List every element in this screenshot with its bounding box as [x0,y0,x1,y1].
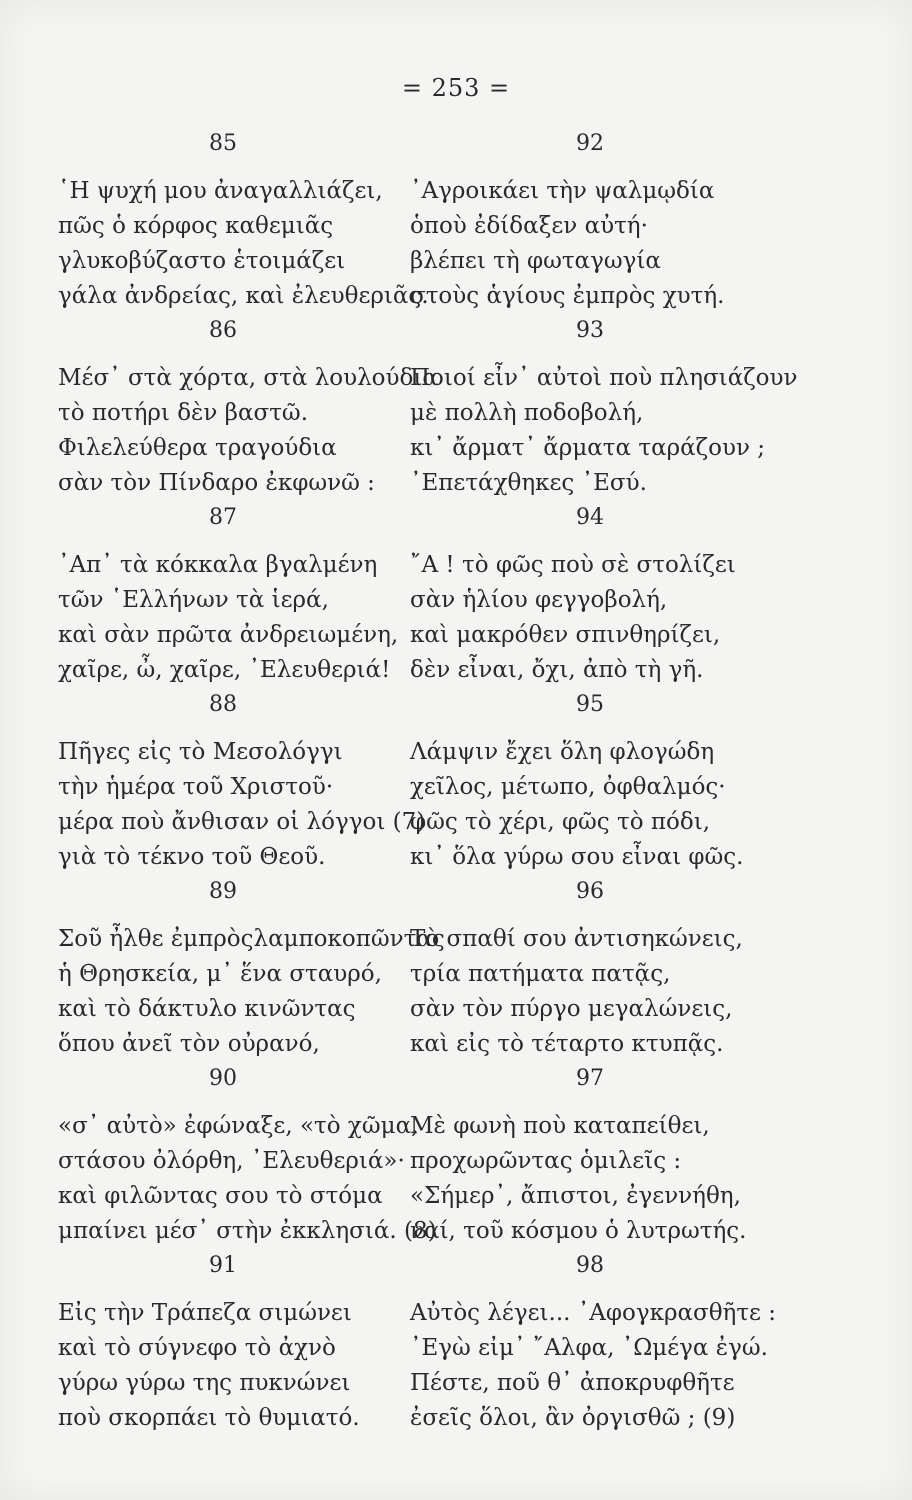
verse-line: ᾽Αγροικάει τὴν ψαλμῳδία [410,178,715,204]
stanza-lines [410,548,810,688]
stanza [58,1252,458,1439]
verse-line: Ποιοί εἶν᾽ αὐτοὶ ποὺ πλησιάζουν [410,365,798,391]
verse-line: ᾽Εγὼ εἰμ᾽ ῎Αλφα, ᾽Ωμέγα ἐγώ. [410,1335,768,1361]
stanza-number: 93 [576,318,604,343]
verse-line: καὶ μακρόθεν σπινθηρίζει, [410,622,721,648]
verse-line: γλυκοβύζαστο ἑτοιμάζει [58,248,346,274]
stanza-number: 90 [209,1066,237,1091]
verse-line: Φιλελεύθερα τραγούδια [58,435,337,461]
stanza [58,1065,458,1252]
stanza-lines [58,735,458,875]
verse-line: ᾽Απ᾽ τὰ κόκκαλα βγαλμένη [58,552,378,578]
stanza-lines [58,922,458,1062]
verse-line: φῶς τὸ χέρι, φῶς τὸ πόδι, [410,809,711,835]
stanza-lines [58,548,458,688]
verse-line: ὁποὺ ἐδίδαξεν αὐτή· [410,213,648,239]
verse-line: σὰν τὸν πύργο μεγαλώνεις, [410,996,733,1022]
stanza-lines [410,174,810,314]
verse-line: Σοῦ ἦλθε ἐμπρὸςλαμποκοπῶντας [58,926,445,952]
verse-line: ῎Α ! τὸ φῶς ποὺ σὲ στολίζει [410,552,736,578]
verse-line: καὶ τὸ σύγνεφο τὸ ἀχνὸ [58,1335,336,1361]
stanza [58,317,458,504]
stanza-number: 85 [209,131,237,156]
stanza-lines [58,1109,458,1249]
verse-line: μὲ πολλὴ ποδοβολή, [410,400,644,426]
verse-line: σὰν ἡλίου φεγγοβολή, [410,587,668,613]
stanza-number: 94 [576,505,604,530]
verse-line: ναί, τοῦ κόσμου ὁ λυτρωτής. [410,1218,747,1244]
verse-line: «σ᾽ αὐτὸ» ἐφώναξε, «τὸ χῶμα, [58,1113,419,1139]
stanza [58,504,458,691]
stanza-lines [410,1296,810,1436]
verse-line: γύρω γύρω της πυκνώνει [58,1370,351,1396]
stanza [58,130,458,317]
verse-line: Τὸ σπαθί σου ἀντισηκώνεις, [410,926,743,952]
verse-line: καὶ σὰν πρῶτα ἀνδρειωμένη, [58,622,399,648]
stanza-lines [58,1296,458,1436]
stanza-number: 92 [576,131,604,156]
stanza-number: 98 [576,1253,604,1278]
stanza-lines [58,361,458,501]
verse-line: Λάμψιν ἔχει ὅλη φλογώδη [410,739,715,765]
verse-line: καὶ εἰς τὸ τέταρτο κτυπᾷς. [410,1031,724,1057]
verse-line: γιὰ τὸ τέκνο τοῦ Θεοῦ. [58,844,326,870]
verse-line: Μὲ φωνὴ ποὺ καταπείθει, [410,1113,710,1139]
stanza-lines [410,361,810,501]
verse-line: Αὐτὸς λέγει... ᾽Αφογκρασθῆτε : [410,1300,777,1326]
verse-line: Πέστε, ποῦ θ᾽ ἀποκρυφθῆτε [410,1370,735,1396]
verse-line: τῶν ῾Ελλήνων τὰ ἱερά, [58,587,329,613]
verse-line: στοὺς ἁγίους ἐμπρὸς χυτή. [410,283,725,309]
verse-line: Εἰς τὴν Τράπεζα σιμώνει [58,1300,352,1326]
verse-line: ἡ Θρησκεία, μ᾽ ἕνα σταυρό, [58,961,382,987]
verse-line: μπαίνει μέσ᾽ στὴν ἐκκλησιά. (8) [58,1218,437,1244]
left-column [58,130,458,1439]
verse-line: ῾Η ψυχή μου ἀναγαλλιάζει, [58,178,383,204]
verse-line: τρία πατήματα πατᾷς, [410,961,671,987]
verse-line: ὅπου ἀνεῖ τὸν οὐρανό, [58,1031,320,1057]
stanza-number: 96 [576,879,604,904]
verse-line: κι᾽ ἄρματ᾽ ἄρματα ταράζουν ; [410,435,766,461]
stanza-lines [410,735,810,875]
stanza-lines [410,1109,810,1249]
verse-line: πῶς ὁ κόρφος καθεμιᾶς [58,213,334,239]
verse-line: Πῆγες εἰς τὸ Μεσολόγγι [58,739,343,765]
verse-line: καὶ τὸ δάκτυλο κινῶντας [58,996,356,1022]
verse-line: Μέσ᾽ στὰ χόρτα, στὰ λουλούδια [58,365,438,391]
stanza [410,317,810,504]
stanza-number: 97 [576,1066,604,1091]
verse-line: ἐσεῖς ὅλοι, ἂν ὀργισθῶ ; (9) [410,1405,736,1431]
verse-line: χαῖρε, ὦ, χαῖρε, ᾽Ελευθεριά! [58,657,391,683]
stanza-number: 91 [209,1253,237,1278]
verse-line: «Σήμερ᾽, ἄπιστοι, ἐγεννήθη, [410,1183,741,1209]
stanza [410,1065,810,1252]
verse-line: βλέπει τὴ φωταγωγία [410,248,661,274]
verse-line: τὸ ποτήρι δὲν βαστῶ. [58,400,309,426]
verse-line: κι᾽ ὅλα γύρω σου εἶναι φῶς. [410,844,744,870]
verse-line: μέρα ποὺ ἄνθισαν οἱ λόγγοι (7) [58,809,426,835]
verse-line: στάσου ὀλόρθη, ᾽Ελευθεριά»· [58,1148,405,1174]
verse-line: σὰν τὸν Πίνδαρο ἐκφωνῶ : [58,470,375,496]
right-column [410,130,810,1439]
verse-line: προχωρῶντας ὁμιλεῖς : [410,1148,682,1174]
stanza-number: 89 [209,879,237,904]
stanza [58,878,458,1065]
stanza-number: 87 [209,505,237,530]
stanza [410,1252,810,1439]
stanza-number: 95 [576,692,604,717]
stanza-lines [58,174,458,314]
verse-line: τὴν ἡμέρα τοῦ Χριστοῦ· [58,774,334,800]
verse-line: γάλα ἀνδρείας, καὶ ἐλευθεριᾶς. [58,283,429,309]
verse-line: καὶ φιλῶντας σου τὸ στόμα [58,1183,383,1209]
page-number: = 253 = [401,74,511,102]
stanza-number: 86 [209,318,237,343]
stanza [410,878,810,1065]
verse-line: ᾽Επετάχθηκες ᾽Εσύ. [410,470,647,496]
stanza [410,504,810,691]
stanza-number: 88 [209,692,237,717]
stanza-lines [410,922,810,1062]
stanza [410,691,810,878]
verse-line: δὲν εἶναι, ὄχι, ἀπὸ τὴ γῆ. [410,657,704,683]
verse-line: χεῖλος, μέτωπο, ὀφθαλμός· [410,774,726,800]
stanza [58,691,458,878]
stanza [410,130,810,317]
verse-line: ποὺ σκορπάει τὸ θυμιατό. [58,1405,360,1431]
